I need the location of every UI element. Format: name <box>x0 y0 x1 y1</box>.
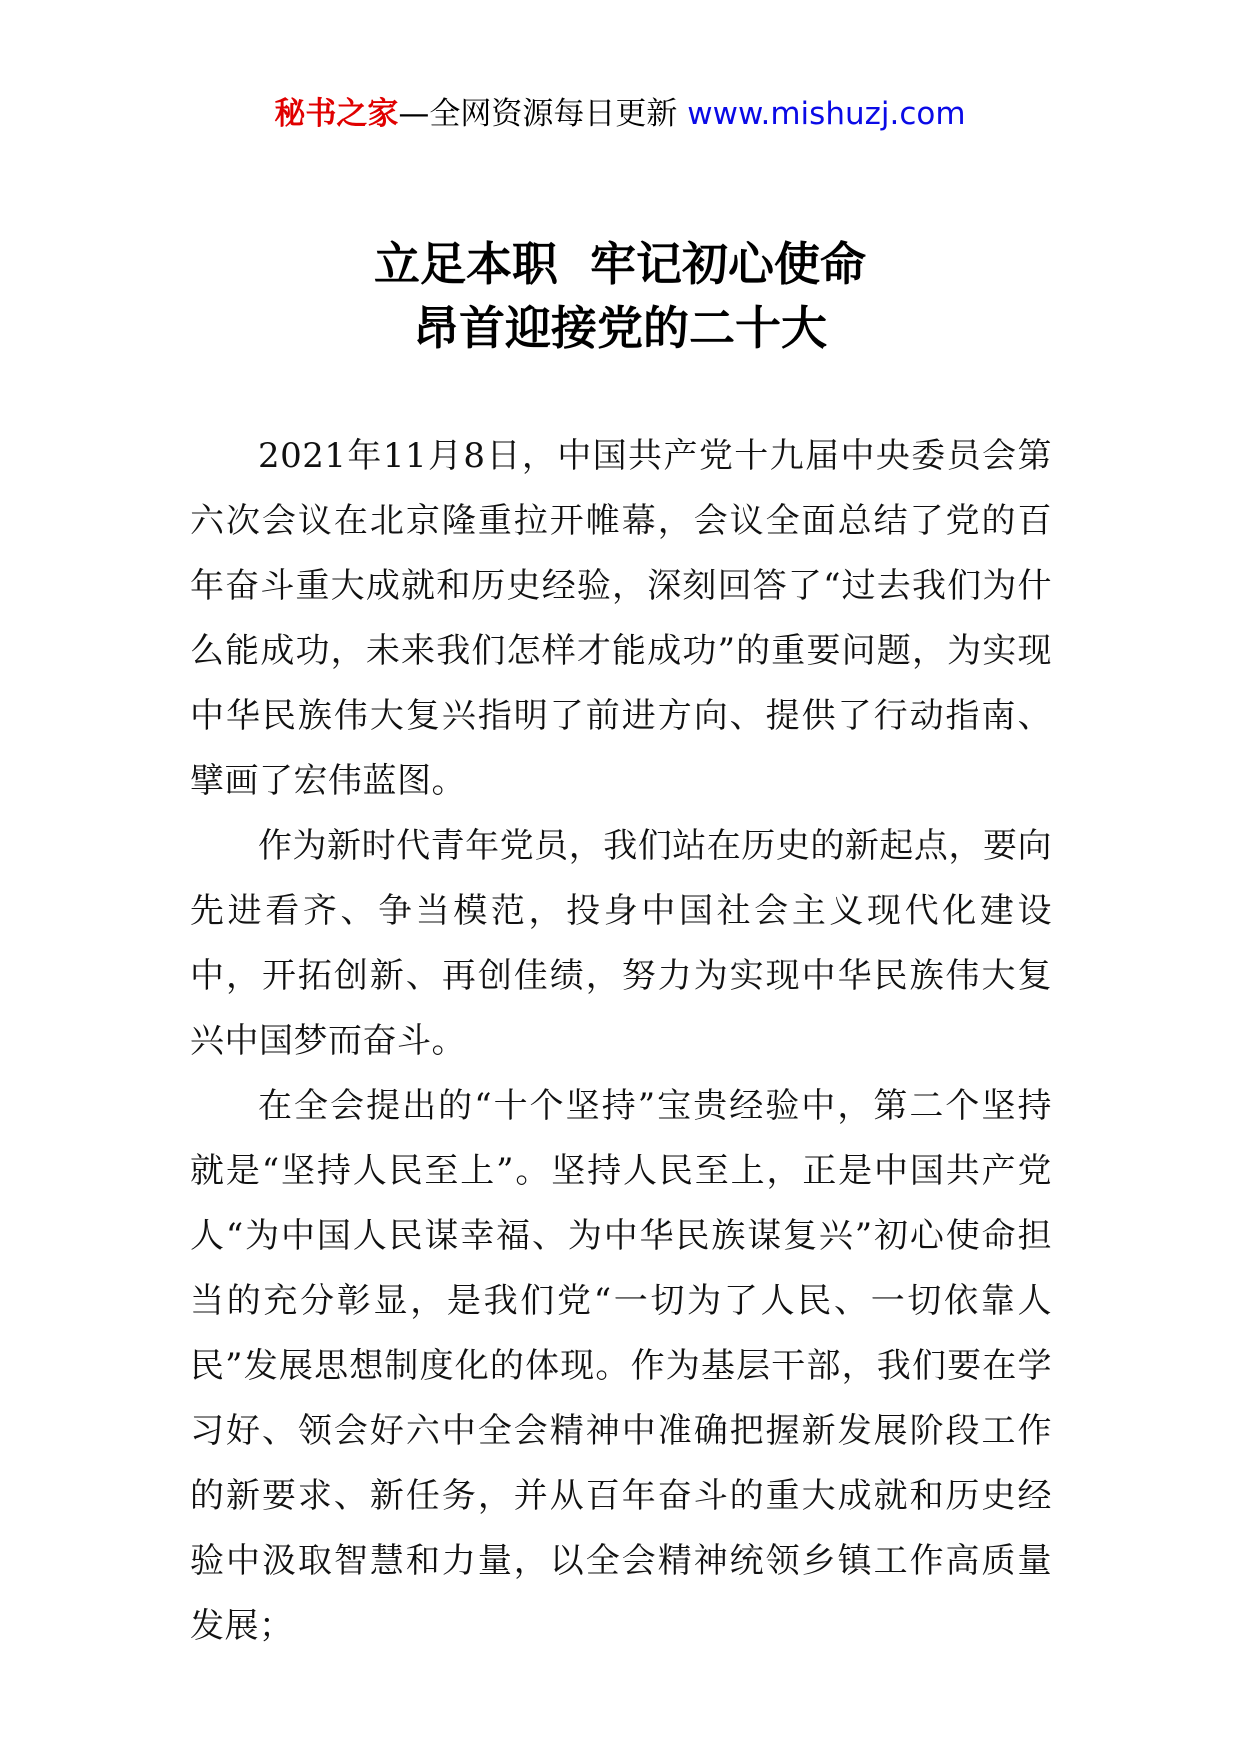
paragraph: 作为新时代青年党员，我们站在历史的新起点，要向先进看齐、争当模范，投身中国社会主义现代化建设中，开拓创新、再创佳绩，努力为实现中华民族伟大复兴中国梦而奋斗。 <box>190 826 1052 1061</box>
header-url-link[interactable]: www.mishuzj.com <box>687 96 966 132</box>
document-title <box>0 232 1240 360</box>
paragraph: 2021年11月8日，中国共产党十九届中央委员会第六次会议在北京隆重拉开帷幕，会议全面总结了党的百年奋斗重大成就和历史经验，深刻回答了“过去我们为什么能成功，未来我们怎样才能成功”的重要问题，为实现中华民族伟大复兴指明了前进方向、提供了行动指南、擘画了宏伟蓝图。 <box>190 436 1052 801</box>
header-brand: 秘书之家 <box>274 96 399 132</box>
title-line-1: 立足本职 牢记初心使命 <box>373 237 867 291</box>
paragraph: 在全会提出的“十个坚持”宝贵经验中，第二个坚持就是“坚持人民至上”。坚持人民至上，正是中国共产党人“为中国人民谋幸福、为中华民族谋复兴”初心使命担当的充分彰显，是我们党“一切为了人民、一切依靠人民”发展思想制度化的体现。作为基层干部，我们要在学习好、领会好六中全会精神中准确把握新发展阶段工作的新要求、新任务，并从百年奋斗的重大成就和历史经验中汲取智慧和力量，以全会精神统领乡镇工作高质量发展； <box>190 1086 1052 1646</box>
document-body <box>190 424 1052 1659</box>
title-line-2: 昂首迎接党的二十大 <box>413 301 827 355</box>
header-slogan: —全网资源每日更新 <box>398 96 678 132</box>
site-header <box>0 96 1240 133</box>
